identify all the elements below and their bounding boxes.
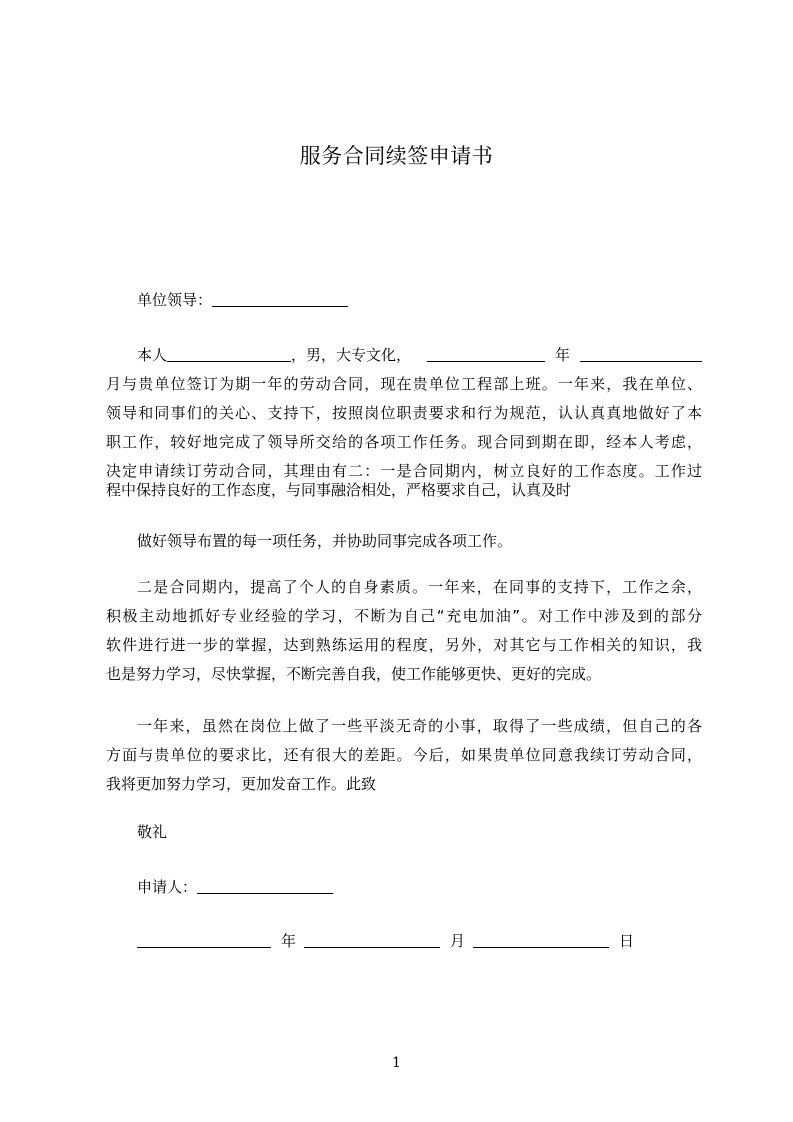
intro-gender-edu: ，男，大专文化， xyxy=(291,346,412,364)
reason2-line: 软件进行进一步的掌握，达到熟练运用的程度，另外，对其它与工作相关的知识，我 xyxy=(106,636,702,654)
applicant-blank xyxy=(197,877,333,894)
intro-self: 本人 xyxy=(137,346,168,364)
intro-line: 职工作，较好地完成了领导所交给的各项工作任务。现合同到期在即，经本人考虑， xyxy=(106,433,702,451)
closing-line: 方面与贵单位的要求比，还有很大的差距。今后，如果贵单位同意我续订劳动合同， xyxy=(106,746,702,764)
intro-line: 决定申请续订劳动合同，其理由有二：一是合同期内，树立良好的工作态度。工作过 xyxy=(106,462,702,480)
reason2-line: 也是努力学习，尽快掌握，不断完善自我，使工作能够更快、更好的完成。 xyxy=(106,665,602,683)
sign-month-blank xyxy=(580,345,702,362)
name-blank xyxy=(167,345,291,362)
intro-line: 程中保持良好的工作态度，与同事融洽相处，严格要求自己，认真及时 xyxy=(106,481,572,499)
date-day-label: 日 xyxy=(619,932,635,950)
date-year-blank xyxy=(137,931,271,948)
reason2-line: 积极主动地抓好专业经验的学习，不断为自己“充电加油”。对工作中涉及到的部分 xyxy=(106,607,702,625)
closing-line: 我将更加努力学习，更加发奋工作。此致 xyxy=(106,775,377,793)
intro-first-line xyxy=(137,341,702,370)
regards: 敬礼 xyxy=(137,823,168,841)
intro-year: 年 xyxy=(555,346,571,364)
page-number: 1 xyxy=(392,1055,401,1071)
closing-line: 一年来，虽然在岗位上做了一些平淡无奇的小事，取得了一些成绩，但自己的各 xyxy=(137,717,702,735)
intro-line: 领导和同事们的关心、支持下，按照岗位职责要求和行为规范，认认真真地做好了本 xyxy=(106,404,702,422)
applicant-line xyxy=(137,873,702,902)
applicant-label: 申请人： xyxy=(137,878,198,896)
unit-leader-blank xyxy=(212,290,348,307)
reason2-line: 二是合同期内，提高了个人的自身素质。一年来，在同事的支持下，工作之余， xyxy=(137,578,702,596)
date-year-label: 年 xyxy=(281,932,297,950)
date-line xyxy=(137,927,702,956)
salutation-line xyxy=(137,286,702,315)
date-month-blank xyxy=(304,931,440,948)
page-title: 服务合同续签申请书 xyxy=(299,144,494,168)
salutation-label: 单位领导： xyxy=(137,291,213,309)
intro-line: 月与贵单位签订为期一年的劳动合同，现在贵单位工程部上班。一年来，我在单位、 xyxy=(106,375,702,393)
date-day-blank xyxy=(473,931,609,948)
date-month-label: 月 xyxy=(450,932,466,950)
sign-year-blank xyxy=(427,345,545,362)
reason1-continuation: 做好领导布置的每一项任务，并协助同事完成各项工作。 xyxy=(137,532,513,550)
